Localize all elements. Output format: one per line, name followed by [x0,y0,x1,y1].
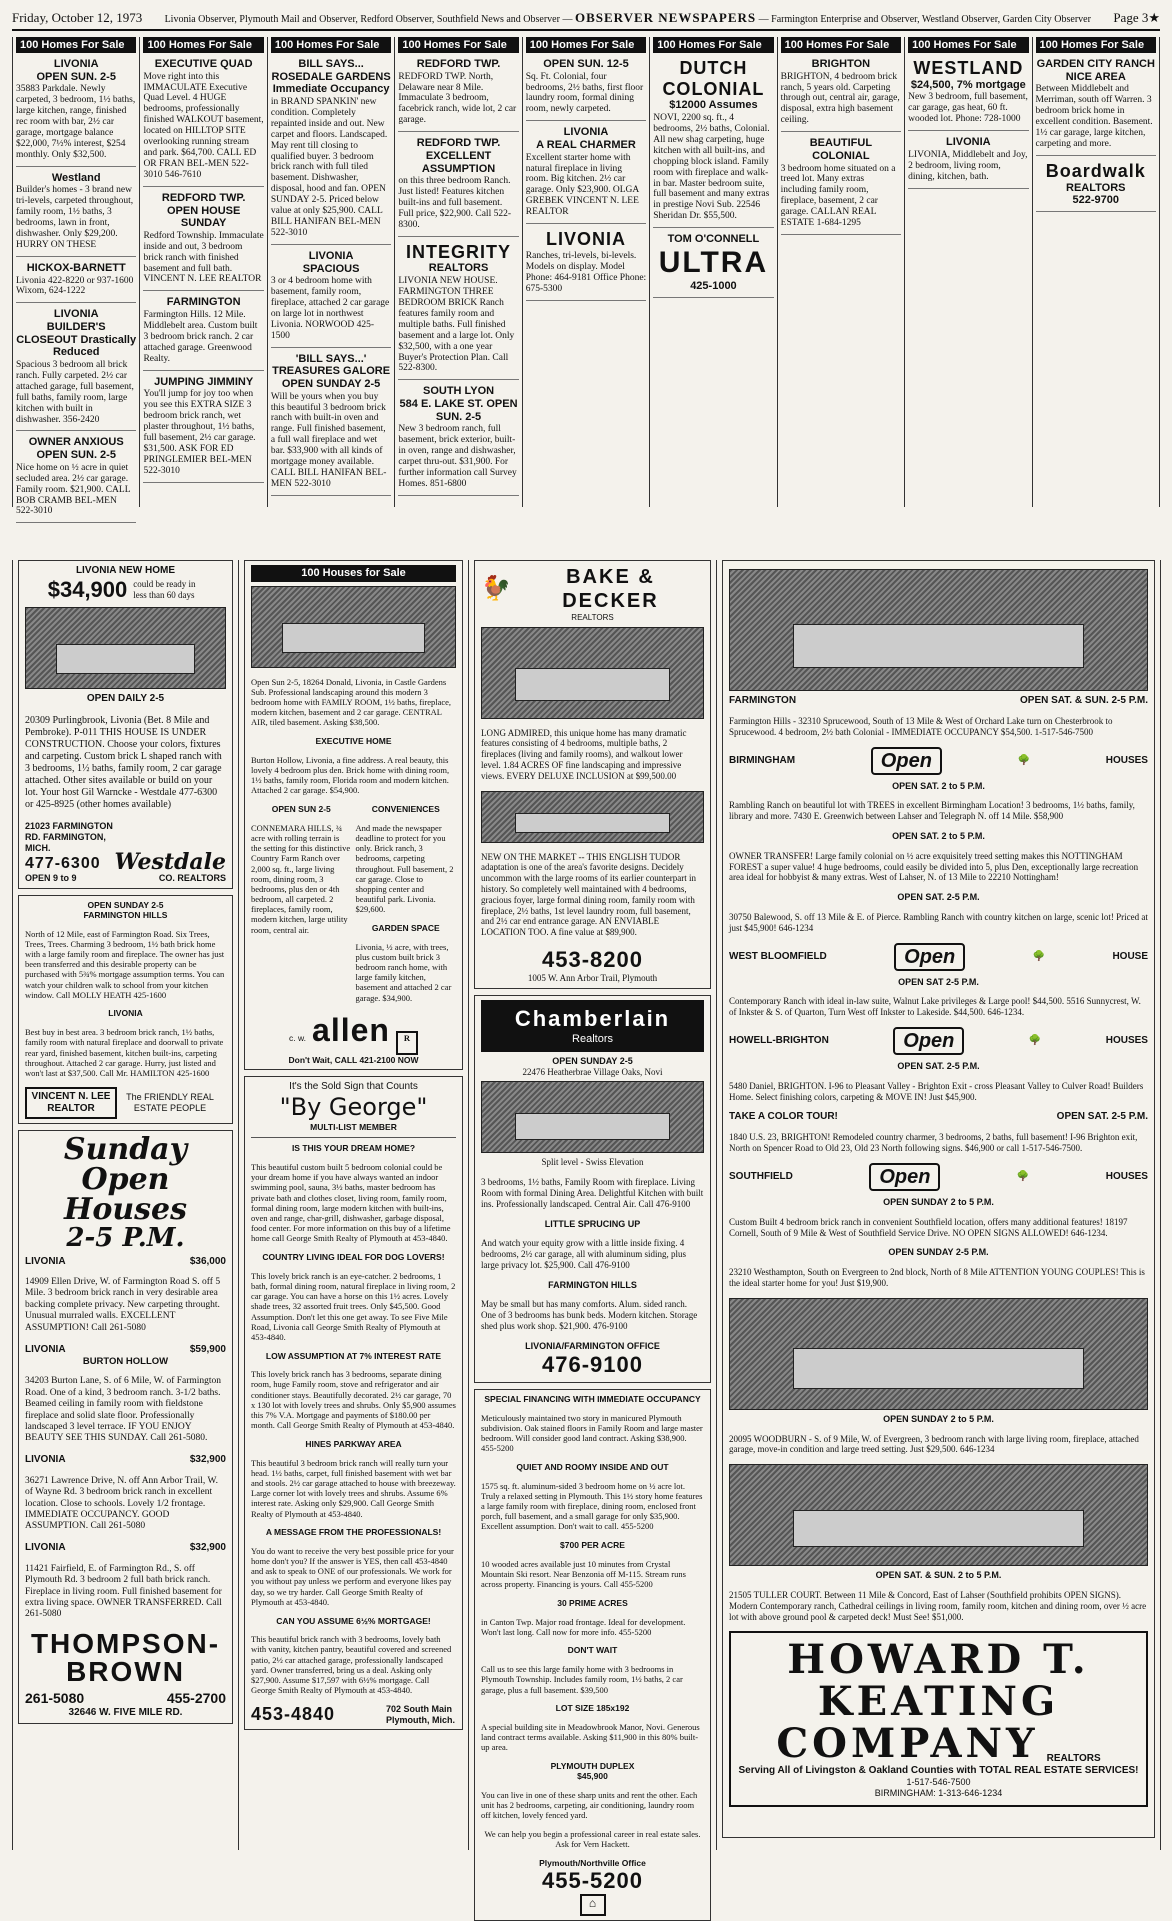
column-heading: 100 Homes For Sale [16,37,136,53]
classified-ad: REDFORD TWP. OPEN HOUSE SUNDAY Redford Township. Immaculate inside and out, 3 bedroom brick ranch with finished basement and full bath. VINCENT N. LEE REALTOR [143,190,263,292]
bake-decker-ad: 🐓 BAKE & DECKER REALTORS LONG ADMIRED, this unique home has many dramatic features consisting of 4 bedrooms, multiple baths, 2 fireplaces (living and family rooms), and walkout lower level. 1.84 ACRES OF fine landscaping and impressive views. EVERY DELUXE INCLUSION at $99,500.00 NEW ON THE MARKET -- THIS ENGLISH TUDOR adaptation is one of the area's favorite designs. Decidely uncommon with the large rooms of its earlier counterpart in history. So completely well maintained with 4 bedrooms, gracious foyer, large formal dining room, family room with fireplace, 2½ baths, 1st level laundry room, full basement, and 2½ car end entrance garage. AN ENVIABLE LOCATION TOO. A fine value at $89,900. 453-8200 1005 W. Ann Arbor Trail, Plymouth [474,560,711,989]
equal-housing-icon: ⌂ [580,1894,606,1916]
listing: LIVONIA $32,900 11421 Fairfield, E. of Farmington Rd., S. off Plymouth Rd. 3 bedroom 2 full bath brick ranch. Fireplace in living room. Full finished basement for extra living space. OWNER TRANSFERRED. Call 261-5080 [25,1542,226,1620]
vincent-lee-logo: VINCENT N. LEE REALTOR [25,1087,117,1119]
by-george-logo: "By George" [279,1093,428,1122]
classified-ad: EXECUTIVE QUAD Move right into this IMMACULATE Executive Quad Level. 4 HUGE bedrooms, professionally finished WALKOUT basement, located on HILLTOP SITE overlooking running stream and park. $64,700. CALL ED OR FRAN BEL-MEN 522-3010 546-7610 [143,56,263,187]
page-number: Page 3★ [1113,10,1160,25]
house-photo [729,569,1148,691]
issue-date: Friday, October 12, 1973 [12,10,143,25]
house-photo [729,1298,1148,1410]
ultra-logo: ULTRA [658,245,769,279]
classified-column-9 [1033,37,1160,507]
column-heading: 100 Homes For Sale [653,37,773,53]
bake-decker-logo: BAKE & DECKER [562,566,659,612]
display-column-2 [239,560,469,1850]
classified-ad: LIVONIA BUILDER'S CLOSEOUT Drastically Reduced Spacious 3 bedroom all brick ranch. Fully carpeted. 2½ car attached garage, full basement, full baths, family room, large kitchen with built in dishwasher. 356-2420 [16,306,136,431]
masthead-title: OBSERVER NEWSPAPERS [574,10,757,25]
open-badge: Open [871,747,942,775]
westdale-ad: LIVONIA NEW HOME $34,900 could be ready in less than 60 days OPEN DAILY 2-5 20309 Purlingbrook, Livonia (Bet. 8 Mile and Pembroke). P-011 THIS HOUSE IS UNDER CONSTRUCTION. Choose your colors, fixtures and carpeting. Custom brick L shaped ranch with 3 bedrooms, 1½ baths, family room, 2 car garage attached. Other sites available or build on your lot. Your host Gil Warncke - Westdale 477-6300 or 425-8925 (other homes available) 21023 FARMINGTON RD. FARMINGTON, MICH. 477-6300 OPEN 9 to 9 Westdale CO. REALTORS [18,560,233,889]
classified-column-7 [778,37,905,507]
classified-columns [12,37,1160,517]
classified-column-4 [395,37,522,507]
classified-ad: 'BILL SAYS...' TREASURES GALORE OPEN SUNDAY 2-5 Will be yours when you buy this beautiful 3 bedroom brick ranch with built-in oven and range. Full finished basement, a full wall fireplace and wet bar. $33,900 with all kinds of mortgage money available. CALL BILL HANIFAN BEL-MEN 522-3010 [271,351,391,496]
classified-ad: OWNER ANXIOUS OPEN SUN. 2-5 Nice home on ½ acre in quiet secluded area. 2½ car garage. Family room. $21,900. CALL BOB CRAMB BEL-MEN 522-3010 [16,434,136,523]
house-photo [481,791,704,843]
column-heading: 100 Homes For Sale [526,37,646,53]
tree-icon: 🌳 [1032,950,1046,962]
classified-ad: HICKOX-BARNETT Livonia 422-8220 or 937-1600 Wixom, 624-1222 [16,260,136,303]
integrity-logo: INTEGRITY [406,241,512,262]
george-smith-ad: It's the Sold Sign that Counts "By George" MULTI-LIST MEMBER IS THIS YOUR DREAM HOME? This beautiful custom built 5 bedroom colonial could be your dream home if you have always wanted an indoor swimming pool, sauna, 3½ baths, master bedroom has private bath and clothes closet, living room, family room, formal dining room, large modern kitchen with built-ins, oven and range, char-grill, dishwasher, garbage disposal, food center. For more information on this buy of a lifetime home call George Smith Realty of Plymouth at 453-4840. COUNTRY LIVING IDEAL FOR DOG LOVERS! This lovely brick ranch is an eye-catcher. 2 bedrooms, 1 bath, formal dining room, natural fireplace in living room, 2 car garage. You can have a horse on this 1½ acres. Lovely shade trees, 32 assorted fruit trees. Only $45,500. Good Assumption. Don't let this one get away. To see Five Mile Road, Livonia call George Smith Realty of Plymouth at 453-4840. LOW ASSUMPTION AT 7% INTEREST RATE This lovely brick ranch has 3 bedrooms, separate dining room, huge Family room, stove and refrigerator and air conditioner stays. Beautifully decorated. 2½ car garage, 70 x 130 lot with lovely trees and shrubs. Only $5,900 assumes this 7% V.A. Mortgage and payments of $180.00 per month. Call George Smith Realty of Plymouth at 453-4840. HINES PARKWAY AREA This beautiful 3 bedroom brick ranch will really turn your head. 1½ baths, carpet, full finished basement with wet bar and stools. 2½ car garage attached to house with breezeway. Large corner lot with lovely trees and shrubs. Assume 6% interest rate. Asking only $29,900. Call George Smith Realty of Plymouth at 453-4840. A MESSAGE FROM THE PROFESSIONALS! You do want to receive the very best possible price for your home don't you? If the answer is YES, then call 453-4840 and ask to speak to ONE of our professionals. We work for you without pay unless we perform and everyone likes pay day, so we try harder. Call George Smith Realty of Plymouth at 453-4840. CAN YOU ASSUME 6½% MORTGAGE! This beautiful brick ranch with 3 bedrooms, lovely bath with vanity, kitchen pantry, beautiful covered and screened patio, 2½ car attached garage, professionally landscaped yard. Owner transferred, bring us a deal. Asking only $27,900. Assume $17,597 with 6½% mortgage. Call George Smith Realty of Plymouth at 453-4840. 453-4840 702 South Main Plymouth, Mich. [244,1076,463,1730]
display-column-4 [717,560,1161,1850]
chamberlain-logo: Chamberlain [514,1006,671,1032]
thompson-brown-logo: THOMPSON- [30,1628,221,1660]
listing: LIVONIA $32,900 36271 Lawrence Drive, N. off Ann Arbor Trail, W. of Wayne Rd. 3 bedroom brick ranch in excellent location. Close to schools. Lovely 1/2 frontage. IMMEDIATE OCCUPANCY. GOOD ASSUMPTION. Call 261-5080 [25,1454,226,1532]
tree-icon: 🌳 [1017,754,1031,766]
classified-ad: BILL SAYS... ROSEDALE GARDENS Immediate Occupancy in BRAND SPANKIN' new condition. Completely repainted inside and out. New carpet and floors. Landscaped. May rent till closing to qualified buyer. 3 bedroom brick ranch with full tiled basement. Dishwasher, disposal, hood and fan. OPEN SUNDAY 2-5. Priced below value at only $25,900. CALL BILL HANIFAN BEL-MEN 522-3010 [271,56,391,245]
classified-ad: JUMPING JIMMINY You'll jump for joy too when you see this EXTRA SIZE 3 bedroom brick ranch, wet plaster throughout, 1½ baths, full basement, 2½ car garage. $31,500. ASK FOR ED PRINGLEMIER BEL-MEN 522-3010 [143,374,263,483]
column-heading: 100 Homes For Sale [908,37,1028,53]
column-heading: 100 Homes For Sale [271,37,391,53]
open-badge: Open [893,1027,964,1055]
house-photo [251,586,456,668]
classified-ad: LIVONIA LIVONIA, Middlebelt and Joy, 2 bedroom, living room, dining, kitchen, bath. [908,134,1028,188]
classified-column-6 [650,37,777,507]
column-heading: 100 Homes For Sale [1036,37,1156,53]
plymouth-office-ad: SPECIAL FINANCING WITH IMMEDIATE OCCUPANCY Meticulously maintained two story in manicured Plymouth subdivision. Oak stained floors in Family Room and large master bedroom. Will consider good land contract. Asking $38,900. 455-5200 QUIET AND ROOMY INSIDE AND OUT 1575 sq. ft. aluminum-sided 3 bedroom home on ½ acre lot. Truly a relaxed setting in Plymouth. This 1½ story home features a large family room with fireplace, dining room, enclosed front porch, full basement, and a small garage for only $35,900. Excellent assumption. Don't wait to call. 455-5200 $700 PER ACRE 10 wooded acres available just 10 minutes from Crystal Mountain Ski resort. Near Benzonia off M-115. Stream runs across property. Financing is yours. Call 455-5200 30 PRIME ACRES in Canton Twp. Major road frontage. Ideal for development. Won't last long. Call now for more info. 455-5200 DON'T WAIT Call us to see this large family home with 3 bedrooms in Plymouth Township. Includes family room, 1½ baths, 2 car garage, plus a full basement. $39,500 LOT SIZE 185x192 A special building site in Meadowbrook Manor, Novi. Generous land contract terms available. Asking $11,900 in this 80% built-up area. PLYMOUTH DUPLEX $45,900 You can live in one of these sharp units and rent the other. Each unit has 2 bedrooms, carpeting, air conditioning, laundry room off kitchen, lovely fenced yard. We can help you begin a professional career in real estate sales. Ask for Vern Hackett. Plymouth/Northville Office 455-5200 ⌂ [474,1389,711,1921]
allen-logo: allen [312,1012,390,1049]
realtor-emblem-icon: R [396,1031,418,1055]
column-heading: 100 Homes For Sale [781,37,901,53]
westdale-logo: Westdale [114,848,226,875]
display-column-3 [469,560,717,1911]
classified-ad: Westland Builder's homes - 3 brand new tri-levels, carpeted throughout, family room, 1½ baths, 3 bedrooms, lawn in front, dishwasher. Only $29,200. HURRY ON THESE [16,170,136,257]
keating-logo: HOWARD T. [787,1636,1090,1684]
thompson-brown-ad: Sunday Open Houses 2-5 P.M. LIVONIA $36,000 14909 Ellen Drive, W. of Farmington Road S. off 5 Mile. 3 bedroom brick ranch in very desirable area backing complete privacy. New carpeting throught. Unusual murraled walls. EXCELLENT ASSUMPTION! Call 261-5080 LIVONIA $59,900 BURTON HOLLOW 34203 Burton Lane, S. of 6 Mile, W. of Farmington Road. One of a kind, 3 bedroom ranch. 3-1/2 baths. Beamed ceiling in family room with fieldstone fireplace and solid slate floor. Professionally landscaped 3 level terrace. IF YOU ENJOY BEAUTY SEE THIS SUNDAY. Call 261-5080. LIVONIA $32,900 36271 Lawrence Drive, N. off Ann Arbor Trail, W. of Wayne Rd. 3 bedroom brick ranch in excellent location. Close to schools. Lovely 1/2 frontage. IMMEDIATE OCCUPANCY. GOOD ASSUMPTION. Call 261-5080 LIVONIA $32,900 11421 Fairfield, E. of Farmington Rd., S. off Plymouth Rd. 3 bedroom 2 full bath brick ranch. Fireplace in living room. Full finished basement for extra living space. OWNER TRANSFERRED. Call 261-5080 THOMPSON- BROWN 261-5080 455-2700 32646 W. FIVE MILE RD. [18,1130,233,1724]
masthead [12,10,1160,31]
house-photo [25,607,226,689]
classified-ad: DUTCH COLONIAL $12000 Assumes NOVI, 2200 sq. ft., 4 bedrooms, 2½ baths, Colonial. All new shag carpeting, huge kitchen with all built-ins, and chopping block island. Family room with fireplace and walk-in bar. Master bedroom suite, full basement and many extras in prestige Novi Sub. 22546 Sheridan Dr. $55,500. [653,56,773,228]
classified-ad: LIVONIA A REAL CHARMER Excellent starter home with natural fireplace in living room. Big kitchen. 2½ car garage. Only $23,900. OLGA GREBEK VINCENT N. LEE REALTOR [526,124,646,224]
house-photo [481,1081,704,1153]
open-badge: Open [894,943,965,971]
tree-icon: 🌳 [1028,1034,1042,1046]
listing-price: $34,900 [47,577,128,602]
classified-ad: LIVONIA SPACIOUS 3 or 4 bedroom home with basement, family room, fireplace, attached 2 car garage on large lot in northwest Livonia. NORWOOD 425-1500 [271,248,391,348]
column-heading: 100 Homes For Sale [398,37,518,53]
classified-ad: INTEGRITY REALTORS LIVONIA NEW HOUSE. FARMINGTON THREE BEDROOM BRICK Ranch features family room and multiple baths. Full finished basement and a large lot. Only $32,500, with a one year Buyer's Protection Plan. Call 522-8300. [398,240,518,381]
classified-ad: TOM O'CONNELL ULTRA 425-1000 [653,231,773,298]
vincent-lee-ad: OPEN SUNDAY 2-5 FARMINGTON HILLS North of 12 Mile, east of Farmington Road. Six Trees, Trees, Trees. Charming 3 bedroom, 1½ bath brick home with a large family room and fireplace. The owner has just been transferred and this desirable property can be purchased with 5¾% mortgage assumption terms. You can watch your children walk to school from your kitchen window. Call MOLLY HEATH 425-1600 LIVONIA Best buy in best area. 3 bedroom brick ranch, 1½ baths, family room with natural fireplace and doorwall to private rear yard, finished basement, kitchen built-ins, carpeting throughout. Attached 2 car garage. Hurry, just listed and won't last at $37,500. Call Mr. HAMILTON 425-1600 VINCENT N. LEE REALTOR The FRIENDLY REAL ESTATE PEOPLE [18,895,233,1124]
classified-ad: WESTLAND $24,500, 7% mortgage New 3 bedroom, full basement, car garage, gas heat, 60 ft. wooded lot. Phone: 728-1000 [908,56,1028,131]
classified-ad: BEAUTIFUL COLONIAL 3 bedroom home situated on a treed lot. Many extras including family room, fireplace, basement, 2 car garage. CALLAN REAL ESTATE 1-684-1295 [781,135,901,235]
classified-ad: SOUTH LYON 584 E. LAKE ST. OPEN SUN. 2-5 New 3 bedroom ranch, full basement, brick exterior, built-in oven, range and dishwasher, carpet thru-out. $31,900. For further information call Survey Homes. 851-6800 [398,383,518,495]
open-badge: Open [869,1163,940,1191]
house-photo [729,1464,1148,1566]
classified-ad: OPEN SUN. 12-5 Sq. Ft. Colonial, four bedrooms, 2½ baths, first floor laundry room, formal dining room, newly carpeted. [526,56,646,121]
tree-icon: 🌳 [1016,1170,1030,1182]
howard-keating-ad: FARMINGTON OPEN SAT. & SUN. 2-5 P.M. Farmington Hills - 32310 Sprucewood, South of 13 Mile & West of Orchard Lake turn on Chesterbrook to Sprucewood. 4 bedroom, 2½ bath Colonial - IMMEDIATE OCCUPANCY $54,500. 1-517-546-7500 BIRMINGHAM Open 🌳 HOUSES OPEN SAT. 2 to 5 P.M. Rambling Ranch on beautiful lot with TREES in excellent Birmingham Location! 3 bedrooms, 1½ baths, family, library and more. 7430 E. Greenwich between Lahser and Telegraph N. off 14 Mile. $58,900 OPEN SAT. 2 to 5 P.M. OWNER TRANSFER! Large family colonial on ½ acre exquisitely treed setting makes this NOTTINGHAM FOREST a super value! 4 huge bedrooms, could easily be divided into 5, plus Den, exceptionally large recreation area ideal for hobbyist & many extras. West of Lahser, N. of 13 Mile to 22210 Nottingham! OPEN SAT. 2-5 P.M. 30750 Balewood, S. off 13 Mile & E. of Pierce. Rambling Ranch with country kitchen on large, scenic lot! Priced at just $45,900! 646-1234 WEST BLOOMFIELD Open 🌳 HOUSE OPEN SAT 2-5 P.M. Contemporary Ranch with ideal in-law suite, Walnut Lake privileges & Large pool! $44,500. 5516 Sunnycrest, W. of Inkster & S. of Quarton, Turn West off Inkster to Lakeside. $44,500. 646-1234. HOWELL-BRIGHTON Open 🌳 HOUSES OPEN SAT. 2-5 P.M. 5480 Daniel, BRIGHTON. I-96 to Pleasant Valley - Brighton Exit - cross Pleasant Valley to Culver Road! Builders Home. Select finishing colors, carpeting & MOVE IN! Just $45,900. TAKE A COLOR TOUR! OPEN SAT. 2-5 P.M. 1840 U.S. 23, BRIGHTON! Remodeled country charmer, 3 bedrooms, 2 baths, full basement! I-96 Brighton exit, North on Spencer Road to Old 23, Old 23 North following signs. $46,900 or call 1-517-546-7500. SOUTHFIELD Open 🌳 HOUSES OPEN SUNDAY 2 to 5 P.M. Custom Built 4 bedroom brick ranch in convenient Southfield location, offers many additional features! 18197 Cornell, South of 9 Mile & West of Southfield Service Drive. NO OPEN SIGNS ALLOWED! 646-1234. OPEN SUNDAY 2-5 P.M. 23210 Westhampton, South on Evergreen to 2nd block, North of 8 Mile ATTENTION YOUNG COUPLES! This is the ideal starter home for you! Just $19,900. OPEN SUNDAY 2 to 5 P.M. 20095 WOODBURN - S. of 9 Mile, W. of Evergreen, 3 bedroom ranch with large living room, fireplace, attached garage, move-in condition and large treed setting. Just $29,500. 646-1234 OPEN SAT. & SUN. 2 to 5 P.M. 21505 TULLER COURT. Between 11 Mile & Concord, East of Lahser (Southfield prohibits OPEN SIGNS). Modern Contemporary ranch, Cathedral ceilings in living room, family room, kitchen and dining room, over ½ acre lot with above ground pool & carpeted deck! Must See! $51,000. HOWARD T. KEATING COMPANY REALTORS Serving All of Livingston & Oakland Counties with TOTAL REAL ESTATE SERVICES! 1-517-546-7500 BIRMINGHAM: 1-313-646-1234 [722,560,1155,1838]
classified-ad: GARDEN CITY RANCH NICE AREA Between Middlebelt and Merriman, south off Warren. 3 bedroom brick home in excellent condition. Basement. 1½ car garage, large kitchen, carpeting and more. [1036,56,1156,156]
classified-ad: LIVONIA OPEN SUN. 2-5 35883 Parkdale. Newly carpeted, 3 bedroom, 1½ baths, large kitchen, range, finished rec room with bar, 2½ car garage, mortgage balance $22,000, 7½% interest, $254 monthly. Only $32,500. [16,56,136,167]
house-photo [481,627,704,719]
classified-ad: LIVONIA Ranches, tri-levels, bi-levels. Models on display. Model Phone: 464-9181 Office Phone: 675-5300 [526,227,646,300]
classified-column-1 [13,37,140,517]
classified-column-2 [140,37,267,507]
listing: LIVONIA $59,900 BURTON HOLLOW 34203 Burton Lane, S. of 6 Mile, W. of Farmington Road. One of a kind, 3 bedroom ranch. 3-1/2 baths. Beamed ceiling in family room with fieldstone fireplace and solid slate floor. Professionally landscaped 3 level terrace. IF YOU ENJOY BEAUTY SEE THIS SUNDAY. Call 261-5080. [25,1343,226,1444]
classified-column-8 [905,37,1032,507]
classified-column-5 [523,37,650,507]
classified-ad: Boardwalk REALTORS 522-9700 [1036,159,1156,212]
rooster-icon: 🐓 [481,575,511,602]
classified-ad: REDFORD TWP. EXCELLENT ASSUMPTION on this three bedroom Ranch. Just listed! Features kitchen built-ins and full basement. Full price, $22,900. Call 522-8300. [398,135,518,237]
boardwalk-logo: Boardwalk [1045,160,1146,181]
display-column-1 [13,560,239,1850]
classified-ad: REDFORD TWP. REDFORD TWP. North, Delaware near 8 Mile. Immaculate 3 bedroom, facebrick ranch, wide lot, 2 car garage. [398,56,518,132]
allen-ad: 100 Houses for Sale Open Sun 2-5, 18264 Donald, Livonia, in Castle Gardens Sub. Professional landscaping around this modern 3 bedroom home with FAMILY ROOM, 1½ baths, fireplace, modern kitchen, basement and 2 car garage. CENTRAL AIR, tiled basement. Asking $38,500. EXECUTIVE HOME Burton Hollow, Livonia, a fine address. A real beauty, this lovely 4 bedroom plus den. Brick home with dining room, 1½ baths, family room, Florida room and modern kitchen. Attached 2 car garage. $54,900. OPEN SUN 2-5 CONNEMARA HILLS, ¾ acre with rolling terrain is the setting for this distinctive Country Farm Ranch over 2,000 sq. ft., large living room, dining room, 3 bedrooms, plus den or 4th bedroom, all carpeted. 2 fireplaces, family room, modern kitchen, large utility room, central air. CONVENIENCES And made the newspaper deadline to protect for you only. Brick ranch, 3 bedrooms, carpeting throughout. Full basement, 2 car garage. Close to shopping center and beautiful park. Livonia. $29,600. GARDEN SPACE Livonia, ½ acre, with trees, plus custom built brick 3 bedroom ranch home, with large family kitchen, basement and attached 2 car garage. $34,900. c. w. allen R Don't Wait, CALL 421-2100 NOW [244,560,463,1070]
display-ads-section [12,560,1160,1911]
masthead-publications: Livonia Observer, Plymouth Mail and Observer, Redford Observer, Southfield News and Observer — OBSERVER NEWSPAPERS — Farmington Enterprise and Observer, Westland Observer, Garden City Observer [164,10,1091,25]
classified-ad: FARMINGTON Farmington Hills. 12 Mile. Middlebelt area. Custom built 3 bedroom brick ranch. 2 car attached garage. Greenwood Realty. [143,294,263,370]
classified-ad: BRIGHTON BRIGHTON, 4 bedroom brick ranch, 5 years old. Carpeting through out, central air, garage, disposal, extra high basement ceiling. [781,56,901,132]
listing: LIVONIA $36,000 14909 Ellen Drive, W. of Farmington Road S. off 5 Mile. 3 bedroom brick ranch in very desirable area backing complete privacy. New carpeting throught. Unusual murraled walls. EXCELLENT ASSUMPTION! Call 261-5080 [25,1255,226,1333]
chamberlain-ad: Chamberlain Realtors OPEN SUNDAY 2-5 22476 Heatherbrae Village Oaks, Novi Split level - Swiss Elevation 3 bedrooms, 1½ baths, Family Room with fireplace. Living Room with formal Dining Area. Delightful Kitchen with built ins. Professionally landscaped. Central Air. Call 476-9100 LITTLE SPRUCING UP And watch your equity grow with a little inside fixing. 4 bedrooms, 2½ car garage, all with aluminum siding, plus large privacy lot. $25,900. Call 476-9100 FARMINGTON HILLS May be small but has many comforts. Alum. sided ranch. One of 3 bedrooms has bunk beds. Modern kitchen. Storage shed plus work shop. $21,900. 476-9100 LIVONIA/FARMINGTON OFFICE 476-9100 [474,995,711,1383]
classified-column-3 [268,37,395,507]
column-heading: 100 Homes For Sale [143,37,263,53]
